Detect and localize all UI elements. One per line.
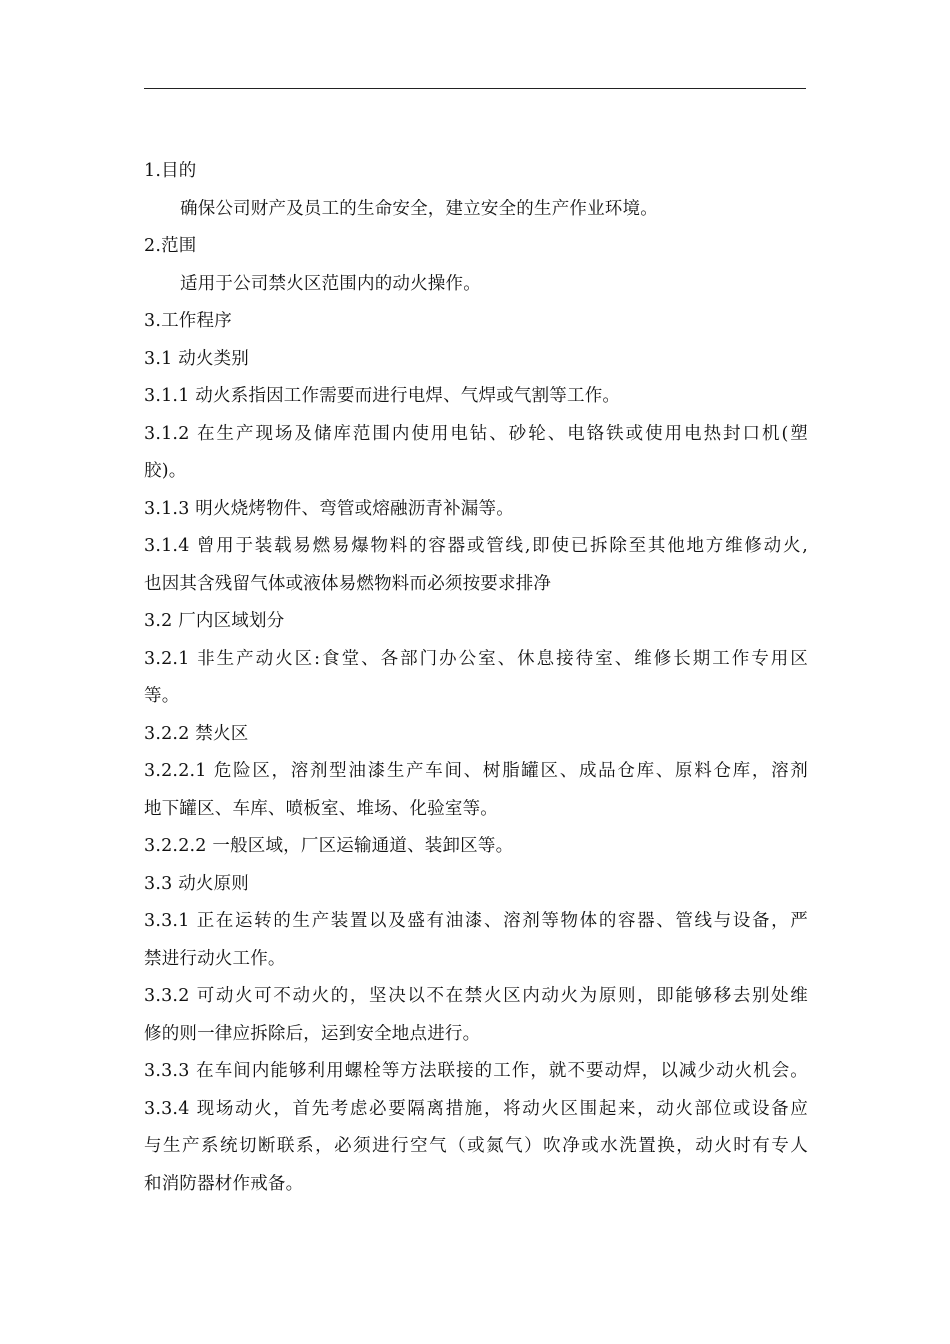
item-3-2-1: 3.2.1 非生产动火区:食堂、各部门办公室、休息接待室、维修长期工作专用区 (144, 648, 808, 669)
item-3-3-4-cont: 与生产系统切断联系，必须进行空气（或氮气）吹净或水洗置换，动火时有专人 (144, 1136, 808, 1156)
item-3-3-3: 3.3.3 在车间内能够利用螺栓等方法联接的工作，就不要动焊，以减少动火机会。 (144, 1061, 808, 1081)
item-3-2-2-1-cont: 地下罐区、车库、喷板室、堆场、化验室等。 (144, 798, 498, 819)
item-3-1-2: 3.1.2 在生产现场及储库范围内使用电钻、砂轮、电铬铁或使用电热封口机(塑 (144, 423, 808, 444)
paragraph-scope: 适用于公司禁火区范围内的动火操作。 (180, 273, 481, 294)
item-3-3-4: 3.3.4 现场动火，首先考虑必要隔离措施，将动火区围起来，动火部位或设备应 (144, 1098, 808, 1119)
item-3-2-2: 3.2.2 禁火区 (144, 723, 249, 744)
item-3-3-2: 3.3.2 可动火可不动火的，坚决以不在禁火区内动火为原则，即能够移去别处维 (144, 986, 808, 1006)
heading-procedure: 3.工作程序 (144, 311, 232, 331)
item-3-3-1: 3.3.1 正在运转的生产装置以及盛有油漆、溶剂等物体的容器、管线与设备，严 (144, 911, 808, 931)
heading-3-1: 3.1 动火类别 (144, 348, 249, 369)
item-3-1-2-cont: 胶)。 (144, 461, 187, 481)
heading-3-3: 3.3 动火原则 (144, 873, 249, 894)
item-3-1-4: 3.1.4 曾用于装载易燃易爆物料的容器或管线,即使已拆除至其他地方维修动火, (144, 536, 808, 556)
item-3-3-1-cont: 禁进行动火工作。 (144, 948, 286, 969)
paragraph-purpose: 确保公司财产及员工的生命安全，建立安全的生产作业环境。 (180, 198, 658, 219)
item-3-2-1-cont: 等。 (144, 686, 180, 706)
heading-3-2: 3.2 厂内区域划分 (144, 611, 285, 631)
item-3-2-2-2: 3.2.2.2 一般区域，厂区运输通道、装卸区等。 (144, 836, 514, 856)
item-3-3-4-end: 和消防器材作戒备。 (144, 1173, 304, 1194)
item-3-3-2-cont: 修的则一律应拆除后，运到安全地点进行。 (144, 1023, 481, 1044)
header-rule (144, 88, 806, 89)
heading-purpose: 1.目的 (144, 161, 197, 181)
item-3-1-1: 3.1.1 动火系指因工作需要而进行电焊、气焊或气割等工作。 (144, 386, 621, 406)
document-body (144, 153, 808, 1203)
item-3-1-3: 3.1.3 明火烧烤物件、弯管或熔融沥青补漏等。 (144, 498, 514, 519)
item-3-2-2-1: 3.2.2.1 危险区，溶剂型油漆生产车间、树脂罐区、成品仓库、原料仓库，溶剂 (144, 761, 808, 781)
item-3-1-4-cont: 也因其含残留气体或液体易燃物料而必须按要求排净 (144, 573, 552, 594)
heading-scope: 2.范围 (144, 236, 197, 256)
